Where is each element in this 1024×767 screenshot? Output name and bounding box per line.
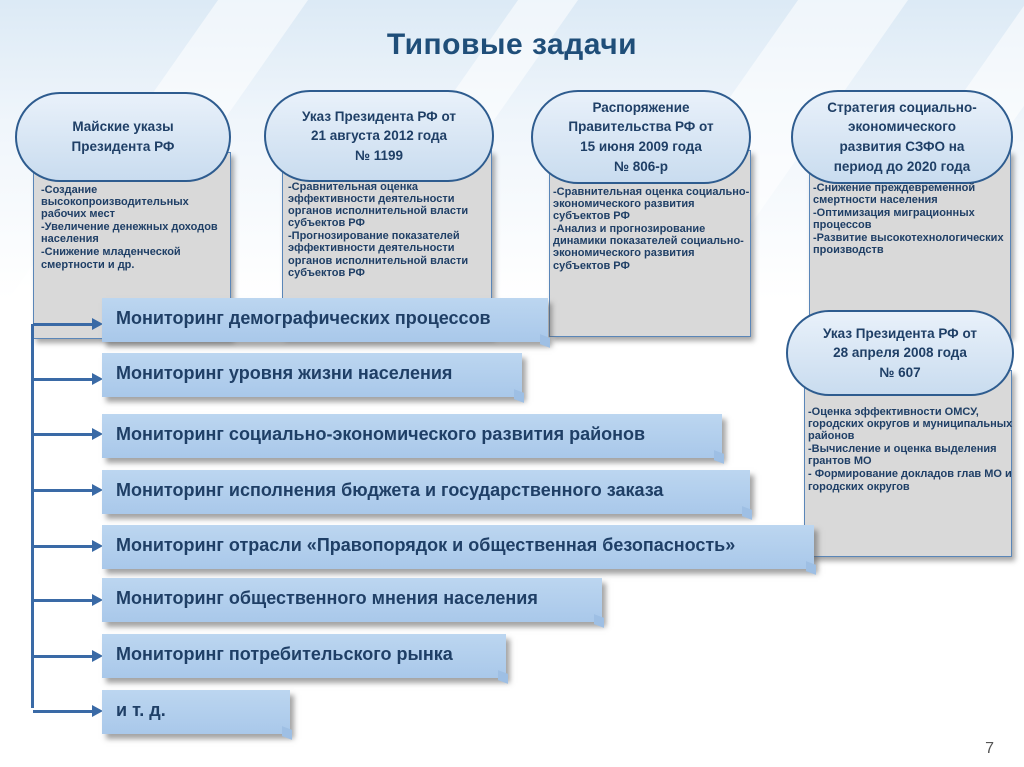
- doc-card-item: -Оптимизация миграционных процессов: [813, 207, 975, 232]
- monitoring-living-standards: Мониторинг уровня жизни населения: [102, 353, 522, 397]
- doc-card-title: Указ Президента РФ от 21 августа 2012 года № 1199: [264, 90, 494, 182]
- doc-card-item: -Увеличение денежных доходов населения: [41, 221, 218, 246]
- connector-arrow: [33, 599, 93, 602]
- monitoring-etc: и т. д.: [102, 690, 290, 734]
- doc-card-item: -Прогнозирование показателей эффективности деятельности органов исполнительной власти субъектов РФ: [288, 230, 469, 279]
- monitoring-budget: Мониторинг исполнения бюджета и государственного заказа: [102, 470, 750, 514]
- doc-card-items: [808, 406, 1014, 494]
- doc-card-item: -Оценка эффективности ОМСУ, городских округов и муниципальных районов: [808, 406, 1013, 443]
- page-number: 7: [985, 740, 994, 757]
- connector-arrow: [33, 545, 93, 548]
- connector-arrow: [33, 489, 93, 492]
- doc-card-item: -Создание высокопроизводительных рабочих мест: [41, 184, 189, 221]
- connector-arrow: [33, 378, 93, 381]
- doc-card-items: [41, 184, 226, 272]
- monitoring-consumer-market: Мониторинг потребительского рынка: [102, 634, 506, 678]
- doc-card-item: -Развитие высокотехнологических производств: [813, 232, 1004, 257]
- doc-card-item: -Сравнительная оценка эффективности деятельности органов исполнительной власти субъектов РФ: [288, 181, 469, 230]
- doc-card-item: -Анализ и прогнозирование динамики показателей социально-экономического развития субъектов РФ: [553, 223, 744, 272]
- monitoring-demography: Мониторинг демографических процессов: [102, 298, 548, 342]
- connector-arrow: [33, 323, 93, 326]
- monitoring-public-opinion: Мониторинг общественного мнения населения: [102, 578, 602, 622]
- doc-card-item: -Вычисление и оценка выделения грантов МО: [808, 443, 997, 468]
- doc-card-items: [288, 181, 488, 280]
- doc-card-title: Стратегия социально- экономического развития СЗФО на период до 2020 года: [791, 90, 1013, 184]
- doc-card-item: -Снижение младенческой смертности и др.: [41, 246, 181, 271]
- doc-card-items: [813, 182, 1013, 258]
- doc-card-item: -Сравнительная оценка социально-экономического развития субъектов РФ: [553, 186, 750, 223]
- doc-card-title: Указ Президента РФ от 28 апреля 2008 года № 607: [786, 310, 1014, 396]
- connector-trunk: [31, 324, 34, 708]
- connector-arrow: [33, 655, 93, 658]
- monitoring-socioeconomic: Мониторинг социально-экономического развития районов: [102, 414, 722, 458]
- doc-card-title: Распоряжение Правительства РФ от 15 июня 2009 года № 806-р: [531, 90, 751, 184]
- doc-card-items: [553, 186, 751, 273]
- connector-arrow: [33, 710, 93, 713]
- connector-arrow: [33, 433, 93, 436]
- doc-card-title: Майские указы Президента РФ: [15, 92, 231, 182]
- monitoring-law-order: Мониторинг отрасли «Правопорядок и общественная безопасность»: [102, 525, 814, 569]
- doc-card-item: -Снижение преждевременной смертности населения: [813, 182, 976, 207]
- doc-card-item: - Формирование докладов глав МО и городских округов: [808, 468, 1012, 493]
- slide-title: Типовые задачи: [386, 28, 638, 61]
